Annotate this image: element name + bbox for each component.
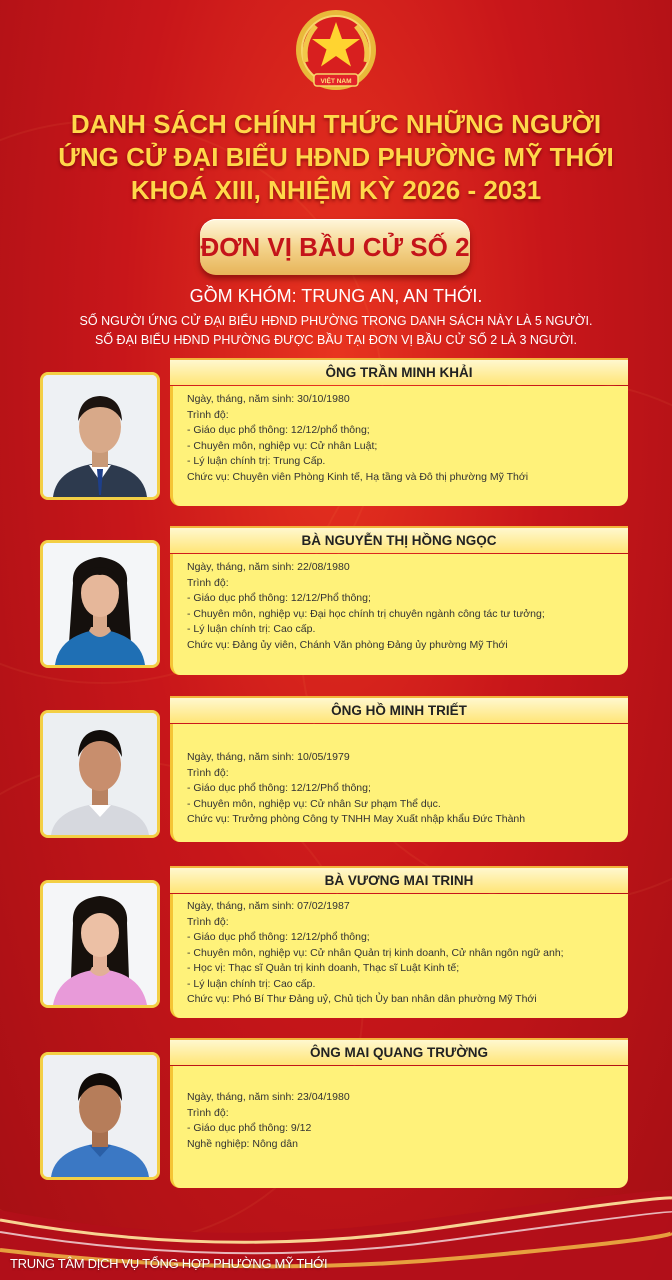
info-line: Ngày, tháng, năm sinh: 10/05/1979 (187, 751, 350, 763)
candidate-info-panel (170, 386, 628, 506)
info-line: - Giáo dục phổ thông: 9/12 (187, 1122, 312, 1134)
candidate-info-panel (170, 724, 628, 842)
info-line: Ngày, tháng, năm sinh: 30/10/1980 (187, 393, 350, 405)
elected-count-line: SỐ ĐẠI BIỂU HĐND PHƯỜNG ĐƯỢC BẦU TẠI ĐƠN VỊ BẦU CỬ SỐ 2 LÀ 3 NGƯỜI. (95, 333, 577, 347)
electoral-unit-badge (200, 219, 470, 275)
area-subtitle: GỒM KHÓM: TRUNG AN, AN THỚI. (189, 286, 483, 306)
info-line: Ngày, tháng, năm sinh: 07/02/1987 (187, 900, 350, 912)
candidate-name: ÔNG MAI QUANG TRƯỜNG (310, 1045, 488, 1060)
candidate-name: BÀ NGUYỄN THỊ HỒNG NGỌC (301, 533, 497, 548)
info-line: - Chuyên môn, nghiệp vụ: Cử nhân Luật; (187, 439, 378, 452)
info-line: - Học vị: Thạc sĩ Quản trị kinh doanh, Thạc sĩ Luật Kinh tế; (187, 962, 460, 974)
info-line: Nghề nghiệp: Nông dân (187, 1137, 298, 1150)
info-line: Trình độ: (187, 408, 229, 421)
info-line: - Giáo dục phổ thông: 12/12/phổ thông; (187, 931, 370, 943)
electoral-unit-label: ĐƠN VỊ BẦU CỬ SỐ 2 (200, 231, 470, 262)
info-line: Chức vụ: Trưởng phòng Công ty TNHH May Xuất nhập khẩu Đức Thành (187, 813, 526, 825)
info-line: Chức vụ: Đảng ủy viên, Chánh Văn phòng Đảng ủy phường Mỹ Thới (187, 638, 508, 651)
footer-organization: TRUNG TÂM DỊCH VỤ TỔNG HỢP PHƯỜNG MỸ THỚI (10, 1256, 328, 1271)
info-line: - Chuyên môn, nghiệp vụ: Cử nhân Sư phạm Thể dục. (187, 797, 441, 810)
info-line: - Giáo dục phổ thông: 12/12/Phổ thông; (187, 782, 371, 794)
info-line: - Lý luận chính trị: Trung Cấp. (187, 455, 326, 467)
candidate-name-bar (170, 358, 628, 385)
candidate-name-bar (170, 1038, 628, 1065)
counts-subtitle (0, 312, 672, 350)
info-line: Ngày, tháng, năm sinh: 23/04/1980 (187, 1091, 350, 1103)
candidate-name-bar (170, 866, 628, 893)
candidate-name-bar (170, 696, 628, 723)
info-line: - Lý luận chính trị: Cao cấp. (187, 977, 316, 990)
info-line: Trình độ: (187, 766, 229, 779)
candidate-count-line: SỐ NGƯỜI ỨNG CỬ ĐẠI BIỂU HĐND PHƯỜNG TRONG DANH SÁCH NÀY LÀ 5 NGƯỜI. (79, 314, 593, 328)
candidate-name-bar (170, 526, 628, 553)
info-line: Chức vụ: Chuyên viên Phòng Kinh tế, Hạ tầng và Đô thị phường Mỹ Thới (187, 470, 529, 483)
candidate-name: ÔNG HỒ MINH TRIẾT (331, 703, 467, 718)
info-line: - Giáo dục phổ thông: 12/12/Phổ thông; (187, 592, 371, 604)
title-line-1: DANH SÁCH CHÍNH THỨC NHỮNG NGƯỜI (70, 109, 602, 139)
candidate-photo (40, 880, 160, 1008)
candidate-photo (40, 710, 160, 838)
emblem-banner-text: VIỆT NAM (320, 78, 352, 85)
candidate-photo (40, 1052, 160, 1180)
candidate-info-panel (170, 894, 628, 1018)
title-line-2: ỨNG CỬ ĐẠI BIỂU HĐND PHƯỜNG MỸ THỚI (58, 142, 614, 172)
info-line: - Chuyên môn, nghiệp vụ: Đại học chính trị chuyên ngành công tác tư tưởng; (187, 607, 545, 620)
candidate-photo (40, 540, 160, 668)
info-line: - Giáo dục phổ thông: 12/12/phổ thông; (187, 424, 370, 436)
page-title (0, 108, 672, 207)
info-line: Ngày, tháng, năm sinh: 22/08/1980 (187, 561, 350, 573)
candidate-photo (40, 372, 160, 500)
title-line-3: KHOÁ XIII, NHIỆM KỲ 2026 - 2031 (130, 175, 542, 205)
info-line: - Chuyên môn, nghiệp vụ: Cử nhân Quản trị kinh doanh, Cử nhân ngôn ngữ anh; (187, 946, 564, 959)
candidate-info-panel (170, 554, 628, 675)
info-line: - Lý luận chính trị: Cao cấp. (187, 623, 316, 635)
info-line: Trình độ: (187, 1106, 229, 1119)
national-emblem-icon (292, 8, 380, 96)
candidate-name: BÀ VƯƠNG MAI TRINH (324, 873, 474, 888)
info-line: Chức vụ: Phó Bí Thư Đảng uỷ, Chủ tịch Ủy ban nhân dân phường Mỹ Thới (187, 993, 537, 1005)
candidate-name: ÔNG TRẦN MINH KHẢI (325, 365, 473, 380)
info-line: Trình độ: (187, 576, 229, 589)
info-line: Trình độ: (187, 915, 229, 928)
